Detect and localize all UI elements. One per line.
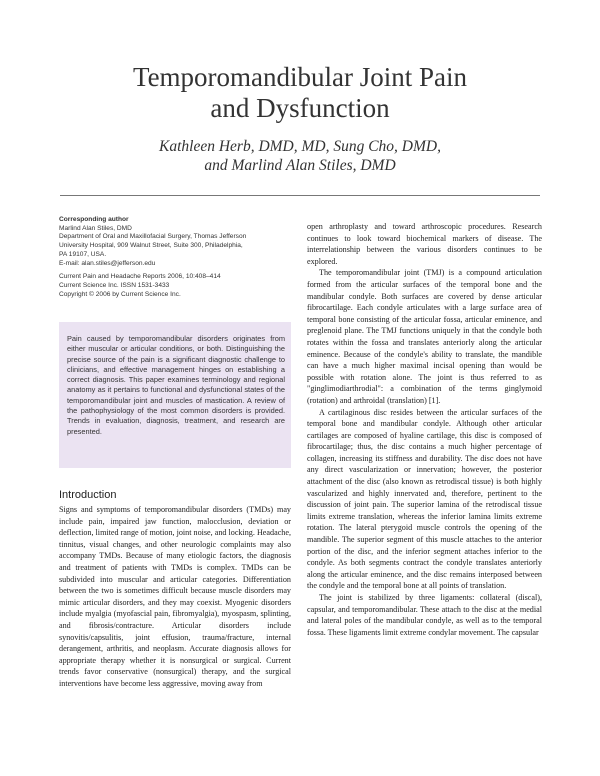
author-email: E-mail: alan.stiles@jefferson.edu	[59, 259, 156, 267]
address-line: University Hospital, 909 Walnut Street, Suite 300, Philadelphia,	[59, 242, 243, 250]
authors-line-2: and Marlind Alan Stiles, DMD	[204, 157, 396, 174]
title-line-1: Temporomandibular Joint Pain	[132, 62, 468, 92]
title-divider	[60, 195, 540, 196]
left-column	[59, 488, 291, 690]
article-metadata	[59, 216, 299, 299]
copyright-line: Copyright © 2006 by Current Science Inc.	[59, 290, 181, 298]
corresponding-author-name: Marlind Alan Stiles, DMD	[59, 224, 132, 232]
body-paragraph: A cartilaginous disc resides between the articular surfaces of the temporal bone and mandibular condyle. Although other articular cartilages are composed of hyaline cartilage, this disc is composed of fibrocartilage; thus, the disc contains a much higher percentage of collagen, increasing its stiffness and durability. The disc does not have any direct vascularization or innervation; however, the posterior attachment of the disc (also known as retrodiscal tissue) is both highly vascularized and highly innervated and, therefore, pertinent to the discussion of joint pain. The superior lamina of the retrodiscal tissue limits extreme translation, whereas the inferior lamina limits extreme rotation. The lateral pterygoid muscle controls the opening of the mandible. The superior segment of this muscle attaches to the anterior portion of the disc, and the inferior segment attaches inferior to the condyle. As both segments contract the condyle translates anteriorly along the articular eminence, and the disc remains interposed between the condyle and the temporal bone at all points of translation.	[307, 407, 542, 591]
article-title	[40, 62, 560, 124]
author-list	[40, 137, 560, 175]
address-line: Department of Oral and Maxillofacial Surgery, Thomas Jefferson	[59, 233, 247, 241]
body-paragraph: The temporomandibular joint (TMJ) is a compound articulation formed from the articular surfaces of the temporal bone and the mandibular condyle. Both surfaces are covered by dense articular fibrocartilage. Each condyle articulates with a large surface area of temporal bone consisting of the articular fossa, articular eminence, and preglenoid plane. The TMJ functions uniquely in that the condyle both rotates within the fossa and translates anteriorly along the articular eminence. Because of the condyle's ability to translate, the mandible can have a much higher maximal incisal opening than would be possible with rotation alone. The joint is thus referred to as "ginglimodiarthrodial": a combination of the terms ginglymoid (rotation) and arthroidal (translation) [1].	[307, 268, 542, 405]
address-line: PA 19107, USA.	[59, 250, 107, 258]
authors-line-1: Kathleen Herb, DMD, MD, Sung Cho, DMD,	[159, 138, 441, 155]
body-paragraph: open arthroplasty and toward arthroscopic procedures. Research continues to look toward biochemical markers of disease. The interrelationship between the various disorders continues to be explored.	[307, 222, 542, 266]
title-line-2: and Dysfunction	[210, 93, 390, 123]
issn-line: Current Science Inc. ISSN 1531-3433	[59, 281, 170, 289]
corresponding-author-label: Corresponding author	[59, 216, 129, 223]
introduction-paragraph: Signs and symptoms of temporomandibular disorders (TMDs) may include pain, impaired jaw function, malocclusion, deviation or deflection, limited range of motion, joint noise, and locking. Headache, tinnitus, visual changes, and other neurologic complaints may also accompany TMDs. Because of many etiologic factors, the diagnosis and treatment of patients with TMDs is complex. TMDs can be subdivided into muscular and articular categories. Differentiation between the two is sometimes difficult because muscle disorders may mimic articular disorders, and they may coexist. Myogenic disorders include myalgia (myofascial pain, fibromyalgia), myospasm, splinting, and fibrosis/contracture. Articular disorders include synovitis/capsulitis, joint effusion, trauma/fracture, internal derangement, arthritis, and neoplasm. Accurate diagnosis allows for appropriate therapy whether it is nonsurgical or surgical. Current trends favor conservative (nonsurgical) therapy, and the surgical interventions have become less aggressive, moving away from	[59, 505, 291, 688]
abstract-text: Pain caused by temporomandibular disorders originates from either muscular or articular conditions, or both. Distinguishing the precise source of the pain is a significant diagnostic challenge to clinicians, and effective management hinges on establishing a correct diagnosis. This paper examines terminology and regional anatomy as it pertains to functional and dysfunctional states of the temporomandibular joint and muscles of mastication. A review of the pathophysiology of the most common disorders is provided. Trends in evaluation, diagnosis, treatment, and research are presented.	[67, 334, 285, 436]
right-column	[307, 221, 542, 638]
body-paragraph: The joint is stabilized by three ligaments: collateral (discal), capsular, and temporomandibular. These attach to the disc at the medial and lateral poles of the mandibular condyle, as well as to the temporal fossa. These ligaments limit extreme condylar movement. The capsular	[307, 593, 542, 637]
journal-citation: Current Pain and Headache Reports 2006, 10:408–414	[59, 273, 221, 281]
abstract-box	[59, 322, 291, 468]
introduction-heading: Introduction	[59, 489, 117, 501]
